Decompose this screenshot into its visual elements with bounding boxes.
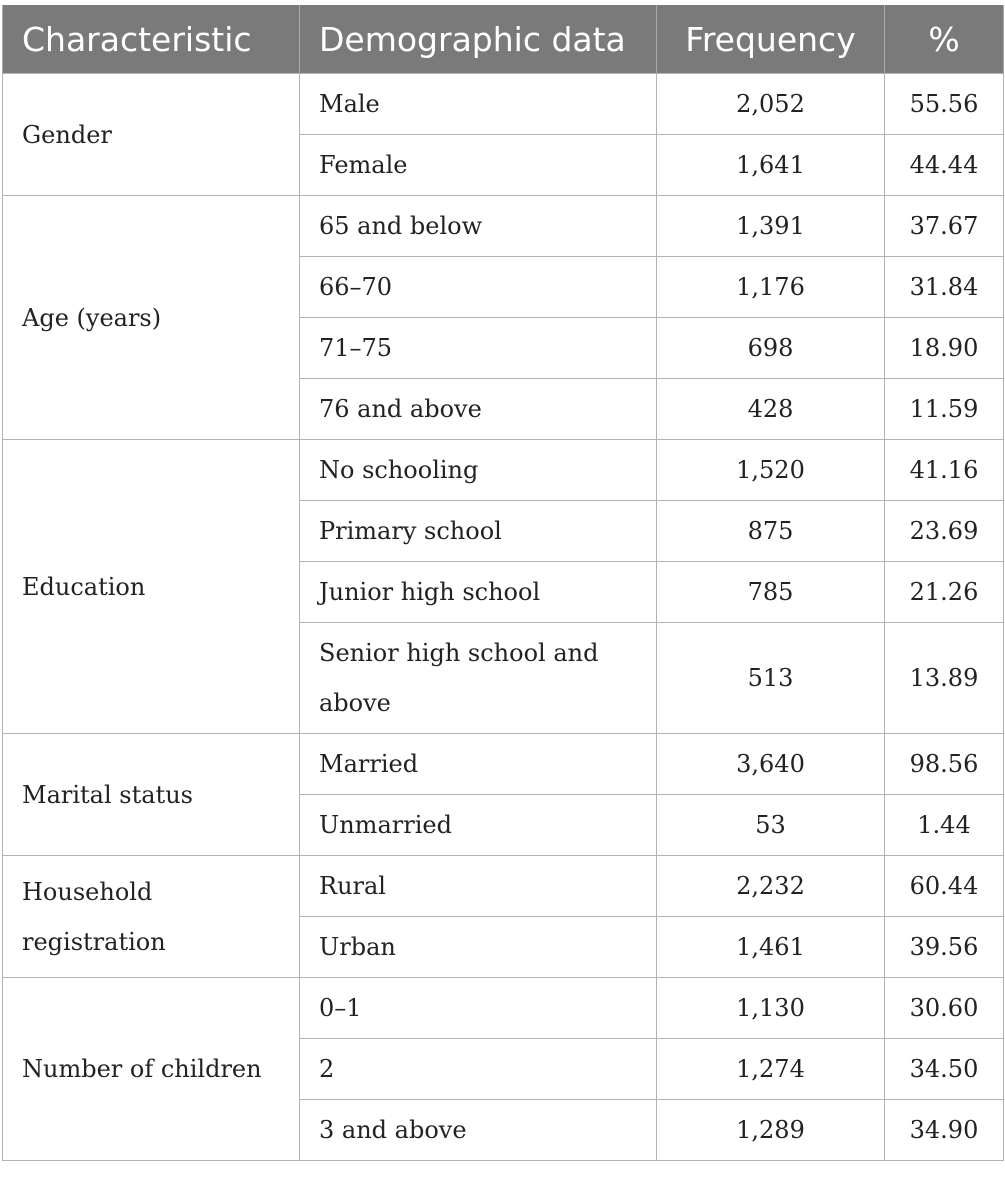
frequency-cell: 3,640 [657,734,885,795]
percent-cell: 60.44 [885,856,1004,917]
header-frequency: Frequency [657,5,885,74]
demographic-cell: Female [300,135,657,196]
demographic-cell: 66–70 [300,257,657,318]
characteristic-cell: Gender [3,74,300,196]
header-percent: % [885,5,1004,74]
header-characteristic: Characteristic [3,5,300,74]
demographic-cell: 65 and below [300,196,657,257]
demographic-cell: 3 and above [300,1100,657,1161]
percent-cell: 39.56 [885,917,1004,978]
frequency-cell: 1,391 [657,196,885,257]
percent-cell: 30.60 [885,978,1004,1039]
frequency-cell: 1,520 [657,440,885,501]
percent-cell: 37.67 [885,196,1004,257]
demographic-cell: Male [300,74,657,135]
frequency-cell: 1,130 [657,978,885,1039]
percent-cell: 44.44 [885,135,1004,196]
percent-cell: 1.44 [885,795,1004,856]
frequency-cell: 53 [657,795,885,856]
table-row [3,440,1004,501]
percent-cell: 13.89 [885,623,1004,734]
demographic-cell: Junior high school [300,562,657,623]
frequency-cell: 513 [657,623,885,734]
frequency-cell: 1,176 [657,257,885,318]
characteristic-cell: Household registration [3,856,300,978]
frequency-cell: 428 [657,379,885,440]
demographic-cell: No schooling [300,440,657,501]
demographics-table [2,5,1004,1161]
frequency-cell: 2,052 [657,74,885,135]
frequency-cell: 785 [657,562,885,623]
header-demographic-data: Demographic data [300,5,657,74]
table-row [3,74,1004,135]
demographic-cell: Urban [300,917,657,978]
frequency-cell: 875 [657,501,885,562]
demographic-cell: 71–75 [300,318,657,379]
frequency-cell: 1,641 [657,135,885,196]
header-row [3,5,1004,74]
demographic-cell: Unmarried [300,795,657,856]
table-row [3,196,1004,257]
table-body [3,74,1004,1161]
characteristic-cell: Marital status [3,734,300,856]
demographic-cell: Married [300,734,657,795]
frequency-cell: 1,274 [657,1039,885,1100]
percent-cell: 21.26 [885,562,1004,623]
demographic-cell: 2 [300,1039,657,1100]
frequency-cell: 2,232 [657,856,885,917]
percent-cell: 18.90 [885,318,1004,379]
percent-cell: 34.90 [885,1100,1004,1161]
table-row [3,856,1004,917]
characteristic-cell: Age (years) [3,196,300,440]
demographic-cell: 76 and above [300,379,657,440]
demographic-cell: Primary school [300,501,657,562]
table-row [3,734,1004,795]
percent-cell: 34.50 [885,1039,1004,1100]
table-header [3,5,1004,74]
percent-cell: 23.69 [885,501,1004,562]
table-row [3,978,1004,1039]
demographic-cell: Rural [300,856,657,917]
percent-cell: 98.56 [885,734,1004,795]
percent-cell: 55.56 [885,74,1004,135]
frequency-cell: 698 [657,318,885,379]
percent-cell: 11.59 [885,379,1004,440]
demographic-cell: Senior high school and above [300,623,657,734]
demographic-cell: 0–1 [300,978,657,1039]
characteristic-cell: Number of children [3,978,300,1161]
characteristic-cell: Education [3,440,300,734]
frequency-cell: 1,289 [657,1100,885,1161]
percent-cell: 31.84 [885,257,1004,318]
percent-cell: 41.16 [885,440,1004,501]
frequency-cell: 1,461 [657,917,885,978]
